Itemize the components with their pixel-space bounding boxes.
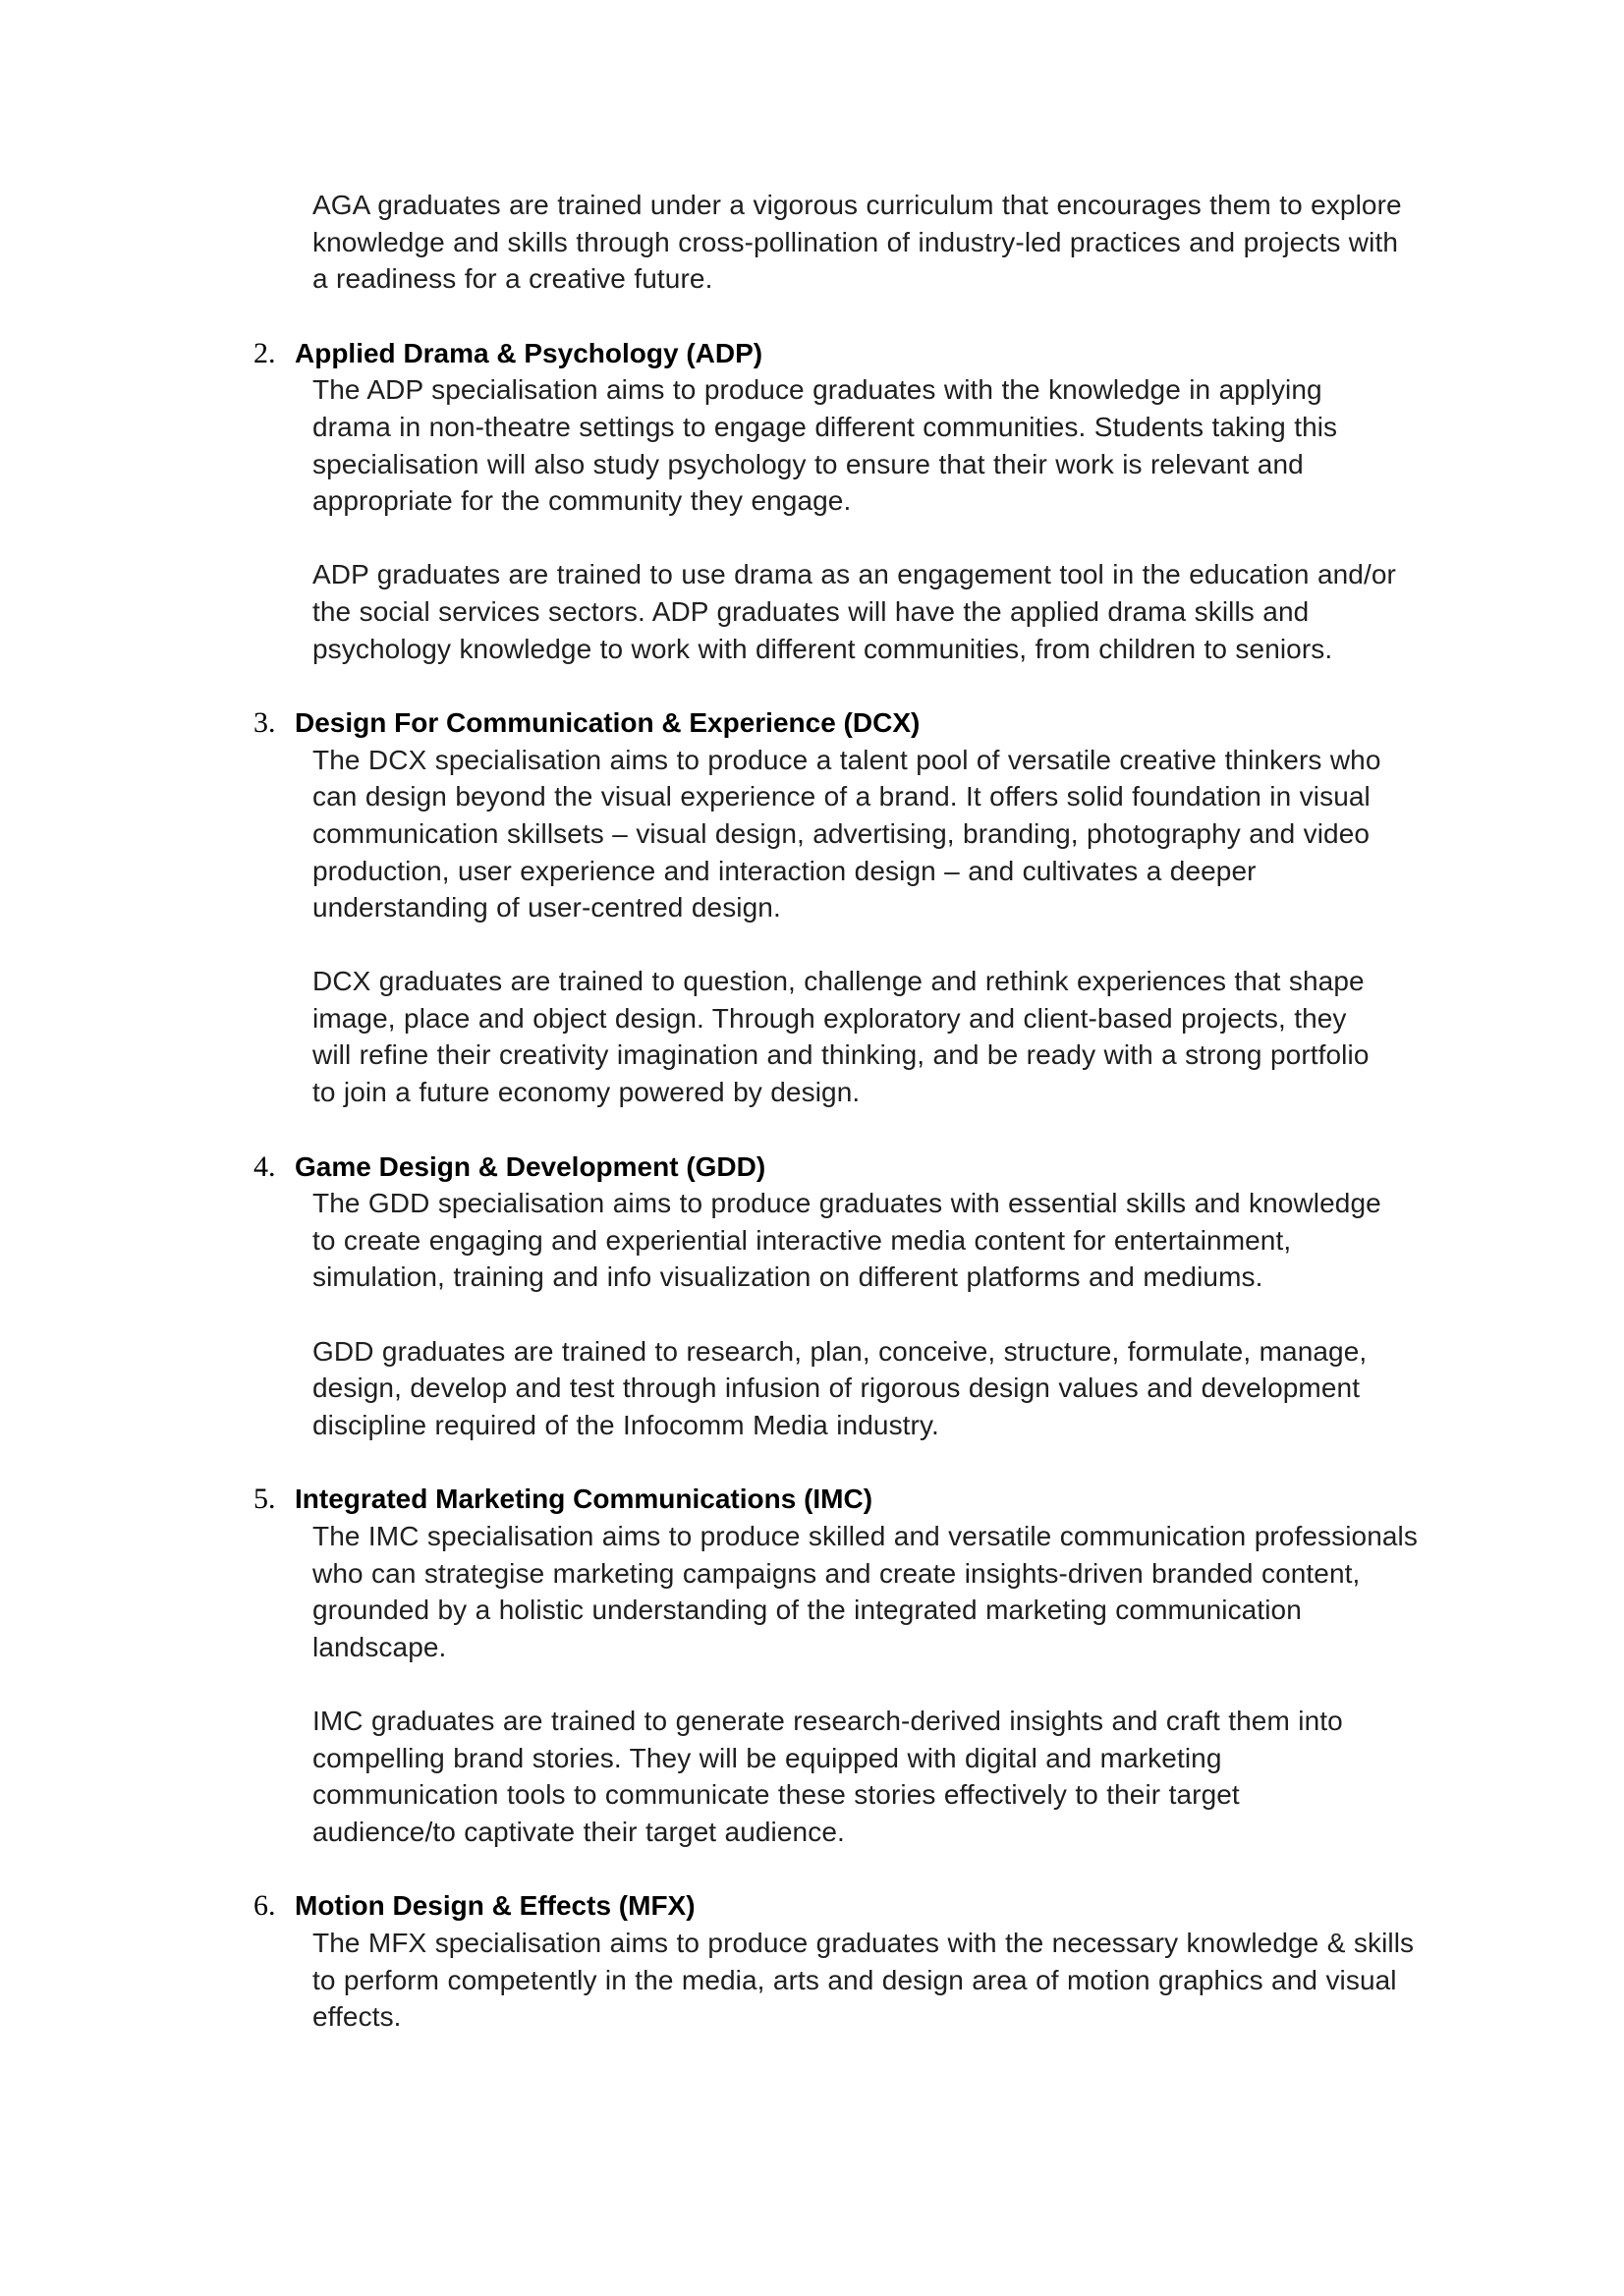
section-imc xyxy=(253,1481,1432,1850)
intro-paragraph: AGA graduates are trained under a vigorous curriculum that encourages them to explore knowledge and skills through cross-pollination of industry-led practices and projects with a readiness for a creative future. xyxy=(312,190,1402,295)
section-number: 2. xyxy=(253,336,276,369)
section-paragraph-aims: The IMC specialisation aims to produce skilled and versatile communication professionals who can strategise marketing campaigns and create insights-driven branded content, grounded by a holistic understanding of the integrated marketing communication landscape. xyxy=(312,1521,1418,1662)
section-title: Motion Design & Effects (MFX) xyxy=(295,1890,696,1922)
section-paragraph-aims: The GDD specialisation aims to produce graduates with essential skills and knowledge to create engaging and experiential interactive media content for entertainment, simulation, training and info visualization on different platforms and mediums. xyxy=(312,1188,1381,1293)
section-paragraph-graduates: IMC graduates are trained to generate research-derived insights and craft them into compelling brand stories. They will be equipped with digital and marketing communication tools to communicate these stories effectively to their target audience/to captivate their target audience. xyxy=(312,1705,1343,1847)
section-title: Applied Drama & Psychology (ADP) xyxy=(295,337,763,368)
section-paragraph-graduates: GDD graduates are trained to research, plan, conceive, structure, formulate, manage, design, develop and test through infusion of rigorous design values and development discipline required of the Infocomm Media industry. xyxy=(312,1335,1368,1440)
section-title: Integrated Marketing Communications (IMC) xyxy=(295,1484,873,1515)
section-heading xyxy=(253,1887,1432,1925)
section-number: 3. xyxy=(253,706,276,740)
section-title: Design For Communication & Experience (DCX) xyxy=(295,707,921,739)
section-number: 6. xyxy=(253,1889,276,1923)
section-heading xyxy=(253,335,1432,372)
section-heading xyxy=(253,704,1432,742)
section-paragraph-aims: The MFX specialisation aims to produce graduates with the necessary knowledge & skills to perform competently in the media, arts and design area of motion graphics and visual effects. xyxy=(312,1927,1415,2033)
section-mfx xyxy=(253,1887,1432,2035)
section-paragraph-aims: The DCX specialisation aims to produce a talent pool of versatile creative thinkers who can design beyond the visual experience of a brand. It offers solid foundation in visual communication skillsets – visual design, advertising, branding, photography and video production, user experience and interaction design – and cultivates a deeper understanding of user-centred design. xyxy=(312,744,1381,924)
section-title: Game Design & Development (GDD) xyxy=(295,1150,766,1182)
document-body xyxy=(253,187,1432,2036)
section-heading xyxy=(253,1148,1432,1186)
section-number: 4. xyxy=(253,1149,276,1183)
section-heading xyxy=(253,1481,1432,1518)
section-dcx xyxy=(253,704,1432,1111)
section-adp xyxy=(253,335,1432,667)
section-paragraph-aims: The ADP specialisation aims to produce graduates with the knowledge in applying drama in non-theatre settings to engage different communities. Students taking this specialisation will also study psychology to ensure that their work is relevant and appropriate for the community they engage. xyxy=(312,374,1338,517)
section-gdd xyxy=(253,1148,1432,1444)
section-paragraph-graduates: ADP graduates are trained to use drama as an engagement tool in the education and/or the social services sectors. ADP graduates will have the applied drama skills and psychology knowledge to work with different communities, from children to seniors. xyxy=(312,559,1396,664)
section-number: 5. xyxy=(253,1483,276,1516)
section-paragraph-graduates: DCX graduates are trained to question, challenge and rethink experiences that shape image, place and object design. Through exploratory and client-based projects, they will refine their creativity imagination and thinking, and be ready with a strong portfolio to join a future economy powered by design. xyxy=(312,966,1370,1108)
